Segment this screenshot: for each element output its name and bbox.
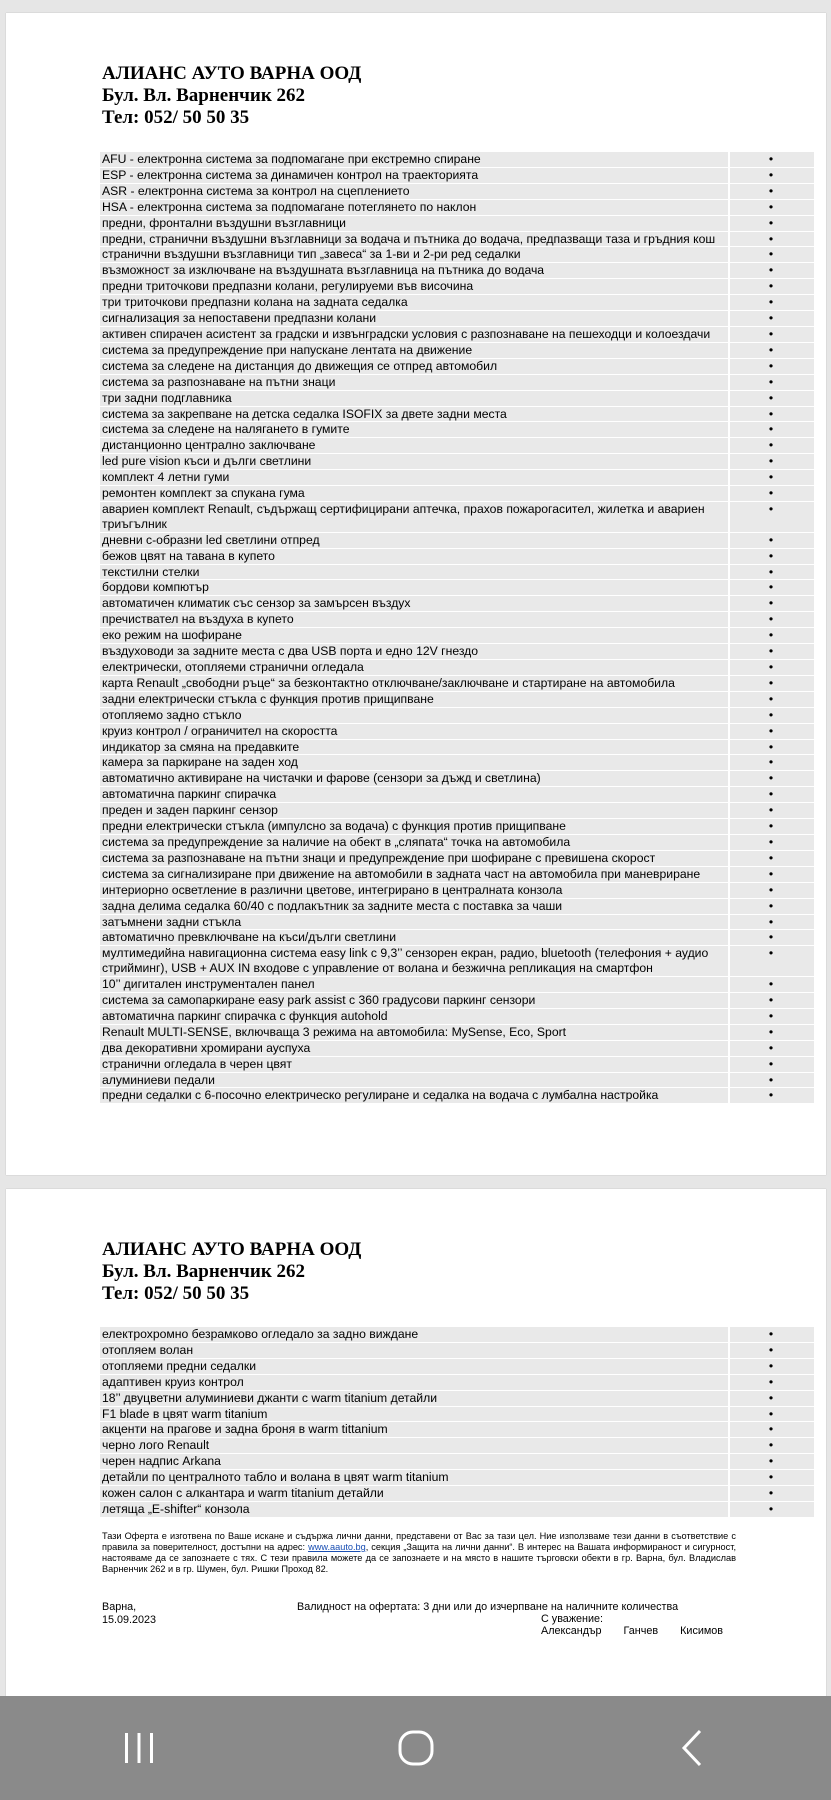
- included-bullet: •: [728, 438, 814, 453]
- equipment-row: [100, 278, 814, 294]
- equipment-row: [100, 183, 814, 199]
- included-bullet: •: [728, 1422, 814, 1437]
- equipment-item: задна делима седалка 60/40 с подлакътник за задните места с поставка за чаши: [102, 898, 563, 913]
- included-bullet: •: [728, 1343, 814, 1358]
- equipment-row: [100, 1485, 814, 1501]
- equipment-item: текстилни стелки: [102, 564, 200, 579]
- included-bullet: •: [728, 470, 814, 485]
- equipment-row: [100, 152, 814, 167]
- equipment-row: [100, 358, 814, 374]
- equipment-row: [100, 1342, 814, 1358]
- equipment-row: [100, 1421, 814, 1437]
- included-bullet: •: [728, 565, 814, 580]
- equipment-row: [100, 675, 814, 691]
- included-bullet: •: [728, 343, 814, 358]
- company-name: АЛИАНС АУТО ВАРНА ООД: [102, 1239, 362, 1260]
- included-bullet: •: [728, 1407, 814, 1422]
- equipment-item: три триточкови предпазни колана на задната седалка: [102, 295, 408, 310]
- equipment-item: система за следене на налягането в гумите: [102, 422, 350, 437]
- included-bullet: •: [728, 391, 814, 406]
- equipment-row: [100, 469, 814, 485]
- equipment-row: [100, 834, 814, 850]
- equipment-item: система за самопаркиране easy park assist с 360 градусови паркинг сензори: [102, 993, 536, 1008]
- equipment-item: възможност за изключване на въздушната възглавница на пътника до водача: [102, 263, 545, 278]
- equipment-item: затъмнени задни стъкла: [102, 914, 242, 929]
- equipment-item: индикатор за смяна на предавките: [102, 739, 300, 754]
- offer-date: 15.09.2023: [102, 1613, 157, 1626]
- equipment-item: два декоративни хромирани ауспуха: [102, 1040, 311, 1055]
- equipment-row: [100, 866, 814, 882]
- equipment-item: отопляемо задно стъкло: [102, 707, 242, 722]
- equipment-item: странични огледала в черен цвят: [102, 1056, 292, 1071]
- equipment-row: [100, 485, 814, 501]
- navigation-bar: [0, 1696, 831, 1800]
- equipment-item: 18’’ двуцветни алуминиеви джанти с warm titanium детайли: [102, 1390, 438, 1405]
- equipment-row: [100, 707, 814, 723]
- equipment-row: [100, 770, 814, 786]
- included-bullet: •: [728, 612, 814, 627]
- equipment-item: предни електрически стъкла (импулсно за водача) с функция против прищипване: [102, 819, 566, 834]
- equipment-item: мултимедийна навигационна система easy link с 9,3’’ сензорен екран, радио, bluetooth (телефония + аудио стрийминг), USB + AUX IN входове с управление от волана и безжична репликация на смартфон: [102, 946, 709, 976]
- equipment-item: F1 blade в цвят warm titanium: [102, 1406, 268, 1421]
- equipment-row: [100, 1040, 814, 1056]
- equipment-item: отопляем волан: [102, 1342, 194, 1357]
- equipment-row: [100, 898, 814, 914]
- included-bullet: •: [728, 279, 814, 294]
- equipment-row: [100, 246, 814, 262]
- equipment-item: предни, фронтални въздушни възглавници: [102, 215, 346, 230]
- equipment-item: автоматично превключване на къси/дълги светлини: [102, 930, 397, 945]
- equipment-row: [100, 691, 814, 707]
- equipment-row: [100, 945, 814, 976]
- included-bullet: •: [728, 216, 814, 231]
- included-bullet: •: [728, 660, 814, 675]
- equipment-item: карта Renault „свободни ръце“ за безконтактно отключване/заключване и стартиране на автомобила: [102, 675, 675, 690]
- back-button[interactable]: [643, 1718, 743, 1778]
- equipment-row: [100, 1008, 814, 1024]
- included-bullet: •: [728, 1009, 814, 1024]
- offer-validity: Валидност на офертата: 3 дни или до изчерпване на наличните количества: [297, 1601, 679, 1613]
- equipment-item: система за разпознаване на пътни знаци: [102, 374, 336, 389]
- equipment-item: авариен комплект Renault, съдържащ сертифицирани аптечка, прахов пожарогасител, жилетка и авариен триъгълник: [102, 501, 705, 531]
- equipment-row: [100, 739, 814, 755]
- equipment-row: [100, 1087, 814, 1103]
- equipment-row: [100, 215, 814, 231]
- equipment-item: led pure vision къси и дълги светлини: [102, 454, 312, 469]
- equipment-item: отопляеми предни седалки: [102, 1358, 257, 1373]
- included-bullet: •: [728, 915, 814, 930]
- included-bullet: •: [728, 644, 814, 659]
- equipment-row: [100, 659, 814, 675]
- equipment-item: активен спирачен асистент за градски и извънградски условия с разпознаване на пешеходци и колоездачи: [102, 326, 711, 341]
- equipment-item: задни електрически стъкла с функция против прищипване: [102, 691, 434, 706]
- equipment-row: [100, 1453, 814, 1469]
- offer-place-date: [102, 1601, 156, 1626]
- included-bullet: •: [728, 771, 814, 786]
- included-bullet: •: [728, 708, 814, 723]
- included-bullet: •: [728, 359, 814, 374]
- included-bullet: •: [728, 977, 814, 992]
- included-bullet: •: [728, 835, 814, 850]
- company-phone: Тел: 052/ 50 50 35: [102, 1283, 250, 1304]
- included-bullet: •: [728, 311, 814, 326]
- equipment-item: бордови компютър: [102, 580, 209, 595]
- included-bullet: •: [728, 1375, 814, 1390]
- equipment-row: [100, 1390, 814, 1406]
- equipment-row: [100, 501, 814, 532]
- included-bullet: •: [728, 247, 814, 262]
- included-bullet: •: [728, 232, 814, 247]
- equipment-row: [100, 1072, 814, 1088]
- included-bullet: •: [728, 993, 814, 1008]
- included-bullet: •: [728, 724, 814, 739]
- equipment-row: [100, 1406, 814, 1422]
- equipment-item: автоматична паркинг спирачка: [102, 787, 277, 802]
- equipment-row: [100, 802, 814, 818]
- included-bullet: •: [728, 819, 814, 834]
- included-bullet: •: [728, 168, 814, 183]
- included-bullet: •: [728, 1502, 814, 1517]
- equipment-row: [100, 579, 814, 595]
- equipment-row: [100, 390, 814, 406]
- equipment-item: адаптивен круиз контрол: [102, 1374, 244, 1389]
- included-bullet: •: [728, 1088, 814, 1103]
- included-bullet: •: [728, 1486, 814, 1501]
- included-bullet: •: [728, 152, 814, 167]
- equipment-item: AFU - електронна система за подпомагане при екстремно спиране: [102, 152, 481, 166]
- equipment-item: сигнализация за непоставени предпазни колани: [102, 311, 377, 326]
- equipment-row: [100, 882, 814, 898]
- included-bullet: •: [728, 1327, 814, 1342]
- equipment-item: дневни с-образни led светлини отпред: [102, 532, 320, 547]
- equipment-item: летяща „E-shifter“ конзола: [102, 1501, 250, 1516]
- included-bullet: •: [728, 1454, 814, 1469]
- equipment-item: предни триточкови предпазни колани, регулируеми във височина: [102, 279, 474, 294]
- equipment-item: преден и заден паркинг сензор: [102, 803, 278, 818]
- equipment-row: [100, 374, 814, 390]
- equipment-row: [100, 437, 814, 453]
- included-bullet: •: [728, 899, 814, 914]
- home-button[interactable]: [366, 1718, 466, 1778]
- included-bullet: •: [728, 692, 814, 707]
- equipment-row: [100, 1437, 814, 1453]
- company-header: [102, 63, 361, 129]
- included-bullet: •: [728, 1025, 814, 1040]
- included-bullet: •: [728, 787, 814, 802]
- equipment-row: [100, 627, 814, 643]
- regards-text: С уважение:: [541, 1613, 604, 1625]
- included-bullet: •: [728, 883, 814, 898]
- equipment-item: черно лого Renault: [102, 1438, 210, 1453]
- equipment-item: система за закрепване на детска седалка ISOFIX за двете задни места: [102, 406, 507, 421]
- back-icon: [678, 1728, 708, 1768]
- included-bullet: •: [728, 946, 814, 976]
- equipment-item: камера за паркиране на заден ход: [102, 755, 298, 770]
- equipment-row: [100, 754, 814, 770]
- included-bullet: •: [728, 1073, 814, 1088]
- equipment-row: [100, 786, 814, 802]
- equipment-row: [100, 850, 814, 866]
- equipment-row: [100, 992, 814, 1008]
- equipment-item: 10’’ дигитален инструментален панел: [102, 977, 315, 992]
- equipment-item: странични въздушни възглавници тип „завеса“ за 1-ви и 2-ри ред седалки: [102, 247, 521, 262]
- included-bullet: •: [728, 200, 814, 215]
- equipment-row: [100, 564, 814, 580]
- included-bullet: •: [728, 502, 814, 532]
- equipment-item: три задни подглавника: [102, 390, 232, 405]
- equipment-row: [100, 421, 814, 437]
- included-bullet: •: [728, 867, 814, 882]
- equipment-row: [100, 1024, 814, 1040]
- equipment-item: система за предупреждение при напускане лентата на движение: [102, 342, 473, 357]
- equipment-row: [100, 723, 814, 739]
- equipment-row: [100, 595, 814, 611]
- included-bullet: •: [728, 454, 814, 469]
- signatory-2: Ганчев: [623, 1625, 659, 1637]
- equipment-item: автоматично активиране на чистачки и фарове (сензори за дъжд и светлина): [102, 771, 541, 786]
- equipment-row: [100, 929, 814, 945]
- equipment-row: [100, 976, 814, 992]
- included-bullet: •: [728, 375, 814, 390]
- equipment-row: [100, 1358, 814, 1374]
- equipment-item: ASR - електронна система за контрол на сцеплението: [102, 183, 410, 198]
- equipment-item: комплект 4 летни гуми: [102, 470, 230, 485]
- equipment-item: Renault MULTI-SENSE, включваща 3 режима на автомобила: MySense, Eco, Sport: [102, 1024, 567, 1039]
- included-bullet: •: [728, 184, 814, 199]
- equipment-item: кожен салон с алкантара и warm titanium детайли: [102, 1486, 384, 1501]
- notice-text-before: Тази Оферта е изготвена по Ваше искане и съдържа лични данни, представени от Вас за тази цел. Ние използваме тези данни в съответствие с правила за поверителност, достъпни на адрес:: [102, 1531, 736, 1552]
- equipment-row: [100, 532, 814, 548]
- equipment-item: HSA - електронна система за подпомагане потеглянето по наклон: [102, 199, 477, 214]
- privacy-notice: [102, 1531, 736, 1575]
- equipment-table-page-1: [100, 152, 814, 1103]
- equipment-row: [100, 406, 814, 422]
- equipment-row: [100, 199, 814, 215]
- included-bullet: •: [728, 851, 814, 866]
- company-address: Бул. Вл. Варненчик 262: [102, 1261, 306, 1282]
- equipment-item: ESP - електронна система за динамичен контрол на траекторията: [102, 167, 479, 182]
- included-bullet: •: [728, 327, 814, 342]
- equipment-row: [100, 818, 814, 834]
- included-bullet: •: [728, 407, 814, 422]
- equipment-item: еко режим на шофиране: [102, 628, 242, 643]
- equipment-item: система за сигнализиране при движение на автомобили в задната част на автомобила при маневриране: [102, 866, 701, 881]
- equipment-item: круиз контрол / ограничител на скоростта: [102, 723, 338, 738]
- document-page-1: [6, 13, 826, 1175]
- equipment-item: предни седалки с 6-посочно електрическо регулиране и седалка на водача с лумбална настройка: [102, 1088, 659, 1103]
- equipment-item: система за следене на дистанция до движещия се отпред автомобил: [102, 358, 498, 373]
- included-bullet: •: [728, 263, 814, 278]
- included-bullet: •: [728, 803, 814, 818]
- company-header: [102, 1239, 361, 1305]
- signatory-3: Кисимов: [680, 1625, 724, 1637]
- equipment-item: предни, странични въздушни възглавници за водача и пътника до водача, предпазващи таза и гръдния кош: [102, 231, 716, 246]
- included-bullet: •: [728, 533, 814, 548]
- included-bullet: •: [728, 295, 814, 310]
- signatory-1: Александър: [541, 1625, 602, 1637]
- document-page-2: [6, 1189, 826, 1697]
- included-bullet: •: [728, 1057, 814, 1072]
- included-bullet: •: [728, 486, 814, 501]
- equipment-row: [100, 262, 814, 278]
- equipment-row: [100, 310, 814, 326]
- equipment-row: [100, 231, 814, 247]
- equipment-row: [100, 1327, 814, 1342]
- equipment-row: [100, 1501, 814, 1517]
- equipment-row: [100, 1469, 814, 1485]
- equipment-item: черен надпис Arkana: [102, 1454, 221, 1469]
- equipment-row: [100, 914, 814, 930]
- equipment-item: интериорно осветление в различни цветове, интегрирано в централната конзола: [102, 882, 563, 897]
- company-address: Бул. Вл. Варненчик 262: [102, 85, 306, 106]
- offer-city: Варна,: [102, 1601, 137, 1613]
- equipment-table-page-2: [100, 1327, 814, 1517]
- included-bullet: •: [728, 930, 814, 945]
- privacy-link[interactable]: www.aauto.bg: [308, 1542, 366, 1552]
- equipment-row: [100, 342, 814, 358]
- equipment-item: автоматична паркинг спирачка с функция autohold: [102, 1008, 388, 1023]
- equipment-item: детайли по централното табло и волана в цвят warm titanium: [102, 1470, 449, 1485]
- notice-text-after: , секция „Защита на лични данни“. В интерес на Вашата информираност и сигурност, настояваме да се запознаете с тях. С тези правила можете да се запознаете и на място в нашите търговски обекти в гр. Варна, бул. Владислав Варненчик 262 и в гр. Шумен, бул. Ришки Проход 82.: [102, 1542, 736, 1574]
- equipment-item: ремонтен комплект за спукана гума: [102, 486, 305, 501]
- included-bullet: •: [728, 628, 814, 643]
- included-bullet: •: [728, 1359, 814, 1374]
- equipment-row: [100, 326, 814, 342]
- included-bullet: •: [728, 596, 814, 611]
- included-bullet: •: [728, 549, 814, 564]
- equipment-row: [100, 548, 814, 564]
- company-name: АЛИАНС АУТО ВАРНА ООД: [102, 63, 362, 84]
- equipment-item: акценти на прагове и задна броня в warm tittanium: [102, 1422, 388, 1437]
- equipment-row: [100, 1056, 814, 1072]
- equipment-item: пречиствател на въздуха в купето: [102, 612, 294, 627]
- included-bullet: •: [728, 755, 814, 770]
- equipment-row: [100, 643, 814, 659]
- equipment-item: електрически, отопляеми странични огледала: [102, 660, 364, 674]
- equipment-row: [100, 294, 814, 310]
- company-phone: Тел: 052/ 50 50 35: [102, 107, 250, 128]
- equipment-row: [100, 167, 814, 183]
- equipment-item: автоматичен климатик със сензор за замърсен въздух: [102, 596, 411, 611]
- equipment-item: система за предупреждение за наличие на обект в „сляпата“ точка на автомобила: [102, 834, 571, 849]
- included-bullet: •: [728, 580, 814, 595]
- equipment-item: бежов цвят на тавана в купето: [102, 548, 275, 563]
- equipment-item: алуминиеви педали: [102, 1072, 215, 1087]
- equipment-item: въздуховоди за задните места с два USB порта и едно 12V гнездо: [102, 644, 479, 659]
- included-bullet: •: [728, 740, 814, 755]
- equipment-item: дистанционно централно заключване: [102, 438, 316, 453]
- signatories: [541, 1625, 723, 1638]
- equipment-row: [100, 1374, 814, 1390]
- equipment-row: [100, 453, 814, 469]
- included-bullet: •: [728, 676, 814, 691]
- included-bullet: •: [728, 1470, 814, 1485]
- recent-apps-button[interactable]: [89, 1718, 189, 1778]
- recent-apps-icon: [122, 1731, 156, 1765]
- included-bullet: •: [728, 1041, 814, 1056]
- included-bullet: •: [728, 422, 814, 437]
- equipment-item: система за разпознаване на пътни знаци и предупреждение при шофиране с превишена скорост: [102, 850, 656, 865]
- equipment-item: електрохромно безрамково огледало за задно виждане: [102, 1327, 419, 1341]
- included-bullet: •: [728, 1438, 814, 1453]
- home-icon: [396, 1728, 436, 1768]
- equipment-row: [100, 611, 814, 627]
- included-bullet: •: [728, 1391, 814, 1406]
